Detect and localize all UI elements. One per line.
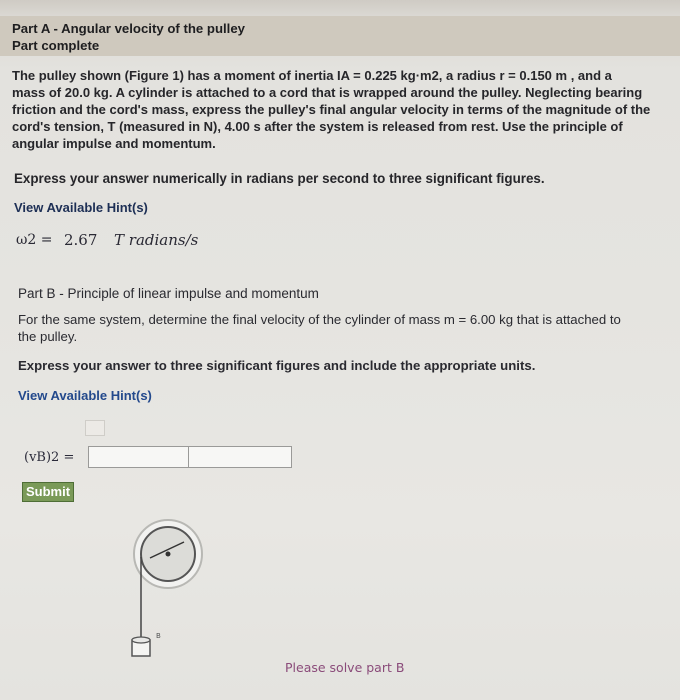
part-a-question-line-1: The pulley shown (Figure 1) has a moment of inertia IA = 0.225 kg·m2, a radius r = 0.150 m , and a	[12, 68, 612, 83]
submit-button[interactable]: Submit	[22, 482, 74, 502]
part-a-answer-label: ω2 =	[16, 232, 53, 248]
equation-toolbar-button[interactable]	[85, 420, 105, 436]
part-a-question-line-5: angular impulse and momentum.	[12, 136, 216, 151]
input-divider	[188, 447, 189, 467]
part-a-question-line-2: mass of 20.0 kg. A cylinder is attached to a cord that is wrapped around the pulley. Neglecting bearing	[12, 85, 643, 100]
pulley-figure[interactable]	[100, 512, 220, 682]
part-a-answer-value: 2.67	[64, 231, 98, 249]
cylinder-label: B	[156, 632, 161, 640]
part-a-hint-link[interactable]: View Available Hint(s)	[14, 200, 148, 215]
handwritten-note: Please solve part B	[285, 660, 405, 675]
part-a-answer-units: T radians/s	[114, 231, 199, 249]
part-b-input-label: (vB)2 =	[24, 450, 75, 465]
part-a-instruction: Express your answer numerically in radians per second to three significant figures.	[14, 171, 545, 186]
part-a-question-line-3: friction and the cord's mass, express the pulley's final angular velocity in terms of the magnitude of the	[12, 102, 651, 117]
part-b-title[interactable]: Part B - Principle of linear impulse and momentum	[18, 286, 319, 301]
part-b-instruction: Express your answer to three significant figures and include the appropriate units.	[18, 358, 536, 373]
part-b-question-line-2: the pulley.	[18, 329, 78, 344]
part-b-hint-link[interactable]: View Available Hint(s)	[18, 388, 152, 403]
pulley-axle	[166, 552, 171, 557]
part-a-title[interactable]: Part A - Angular velocity of the pulley	[12, 21, 246, 36]
cylinder-top	[132, 637, 150, 643]
part-a-question-line-4: cord's tension, T (measured in N), 4.00 s after the system is released from rest. Use the principle of	[12, 119, 623, 134]
part-b-question-line-1: For the same system, determine the final velocity of the cylinder of mass m = 6.00 kg that is attached to	[18, 312, 621, 327]
part-a-status: Part complete	[12, 38, 100, 53]
velocity-answer-field[interactable]	[88, 446, 292, 468]
